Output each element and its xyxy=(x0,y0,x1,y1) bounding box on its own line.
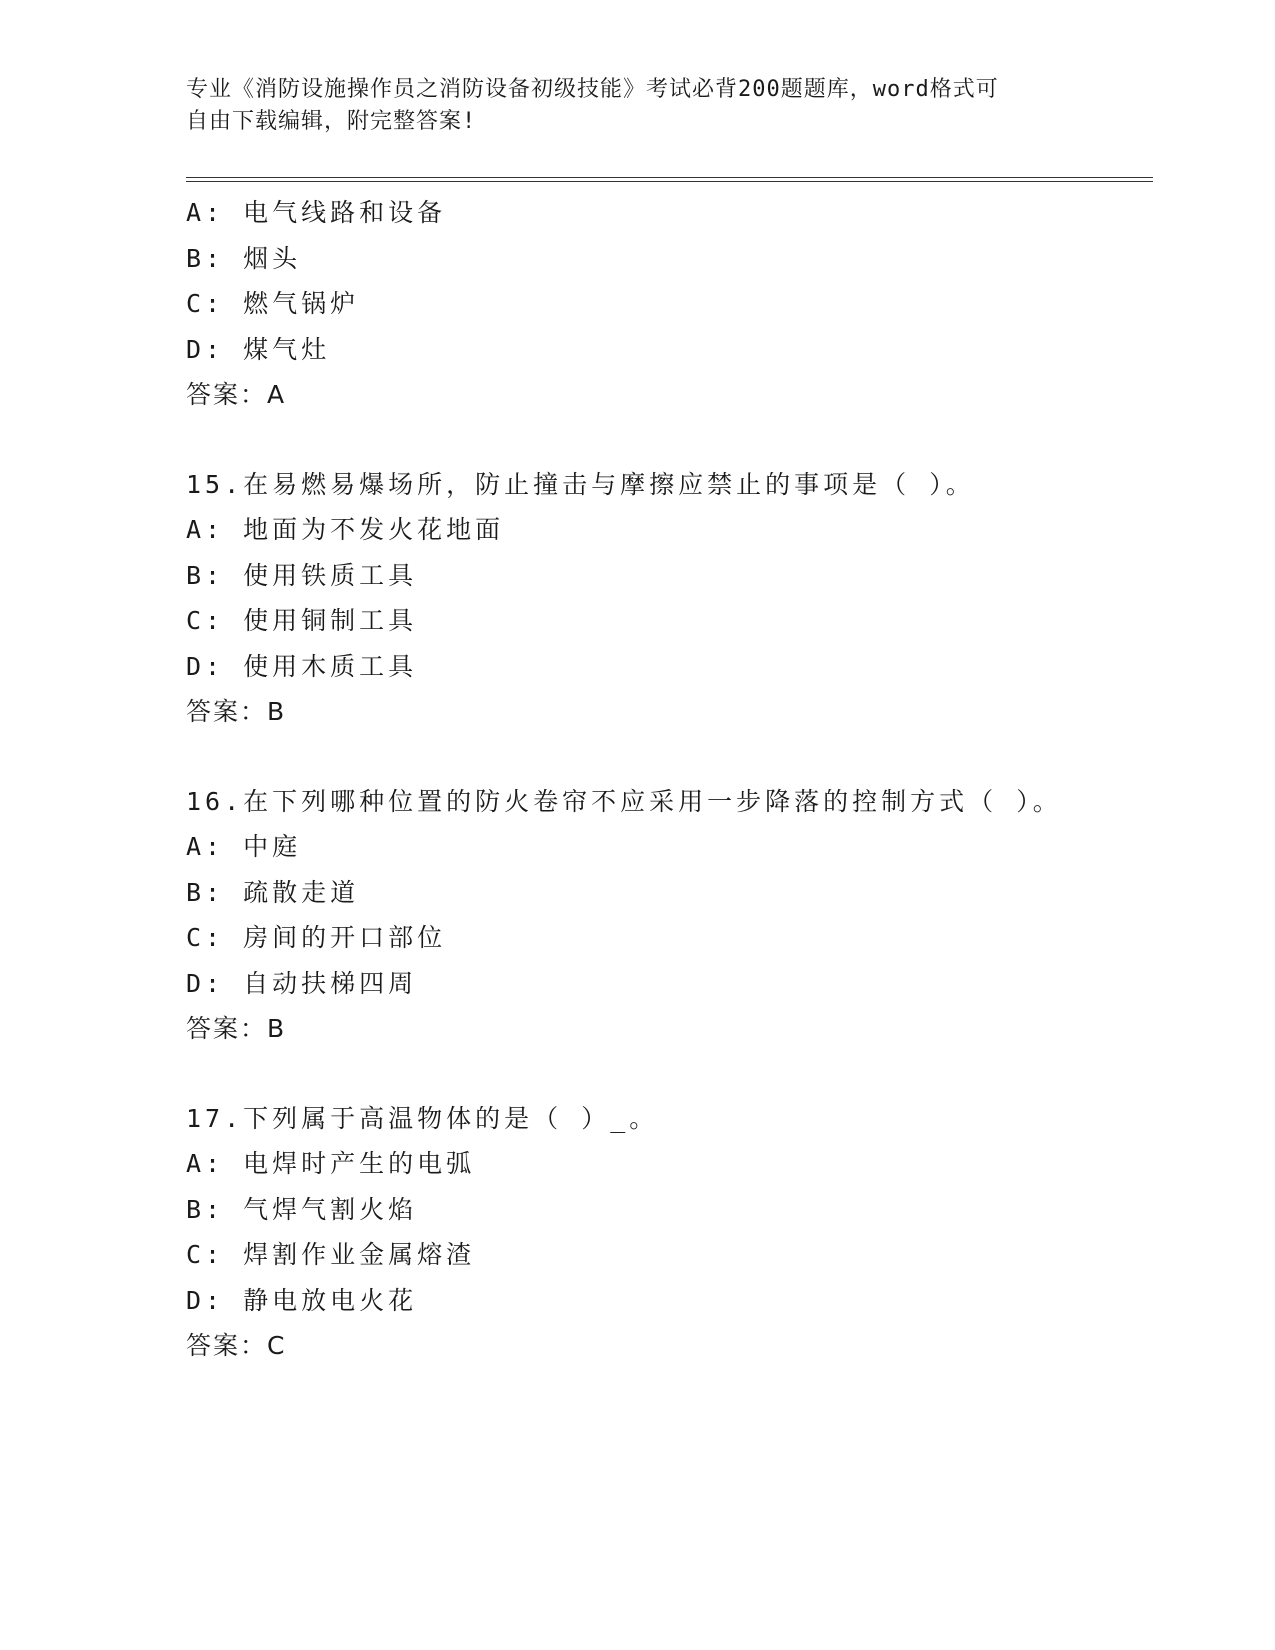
option-c: C: 房间的开口部位 xyxy=(186,923,447,952)
option-b: B: 使用铁质工具 xyxy=(186,560,418,590)
question-14-tail xyxy=(186,190,1146,418)
question-stem: 17.下列属于高温物体的是（ ）_。 xyxy=(186,1103,659,1133)
option-a: A: 地面为不发火花地面 xyxy=(186,515,505,544)
question-stem: 16.在下列哪种位置的防火卷帘不应采用一步降落的控制方式（ ）。 xyxy=(186,786,1062,816)
document-header xyxy=(186,74,1066,138)
option-a: A: 中庭 xyxy=(186,832,302,861)
question-list xyxy=(186,190,1146,1369)
option-b: B: 烟头 xyxy=(186,243,302,273)
option-d: D: 自动扶梯四周 xyxy=(186,968,418,998)
answer-line: 答案：C xyxy=(186,1331,287,1360)
header-line-2: 自由下载编辑，附完整答案! xyxy=(186,109,477,134)
option-b: B: 疏散走道 xyxy=(186,877,360,907)
question-stem: 15.在易燃易爆场所，防止撞击与摩擦应禁止的事项是（ ）。 xyxy=(186,469,975,499)
answer-line: 答案：A xyxy=(186,380,287,409)
option-d: D: 静电放电火花 xyxy=(186,1285,418,1315)
answer-line: 答案：B xyxy=(186,1014,287,1043)
option-c: C: 燃气锅炉 xyxy=(186,289,360,318)
header-line-1: 专业《消防设施操作员之消防设备初级技能》考试必背200题题库，word格式可 xyxy=(186,77,999,102)
question-17 xyxy=(186,1096,1146,1369)
option-d: D: 煤气灶 xyxy=(186,334,331,364)
header-divider xyxy=(186,177,1153,182)
answer-line: 答案：B xyxy=(186,697,287,726)
option-b: B: 气焊气割火焰 xyxy=(186,1194,418,1224)
option-c: C: 使用铜制工具 xyxy=(186,606,418,635)
question-16 xyxy=(186,779,1146,1052)
option-c: C: 焊割作业金属熔渣 xyxy=(186,1240,476,1269)
option-a: A: 电气线路和设备 xyxy=(186,198,447,227)
option-a: A: 电焊时产生的电弧 xyxy=(186,1149,476,1178)
question-15 xyxy=(186,462,1146,735)
option-d: D: 使用木质工具 xyxy=(186,651,418,681)
